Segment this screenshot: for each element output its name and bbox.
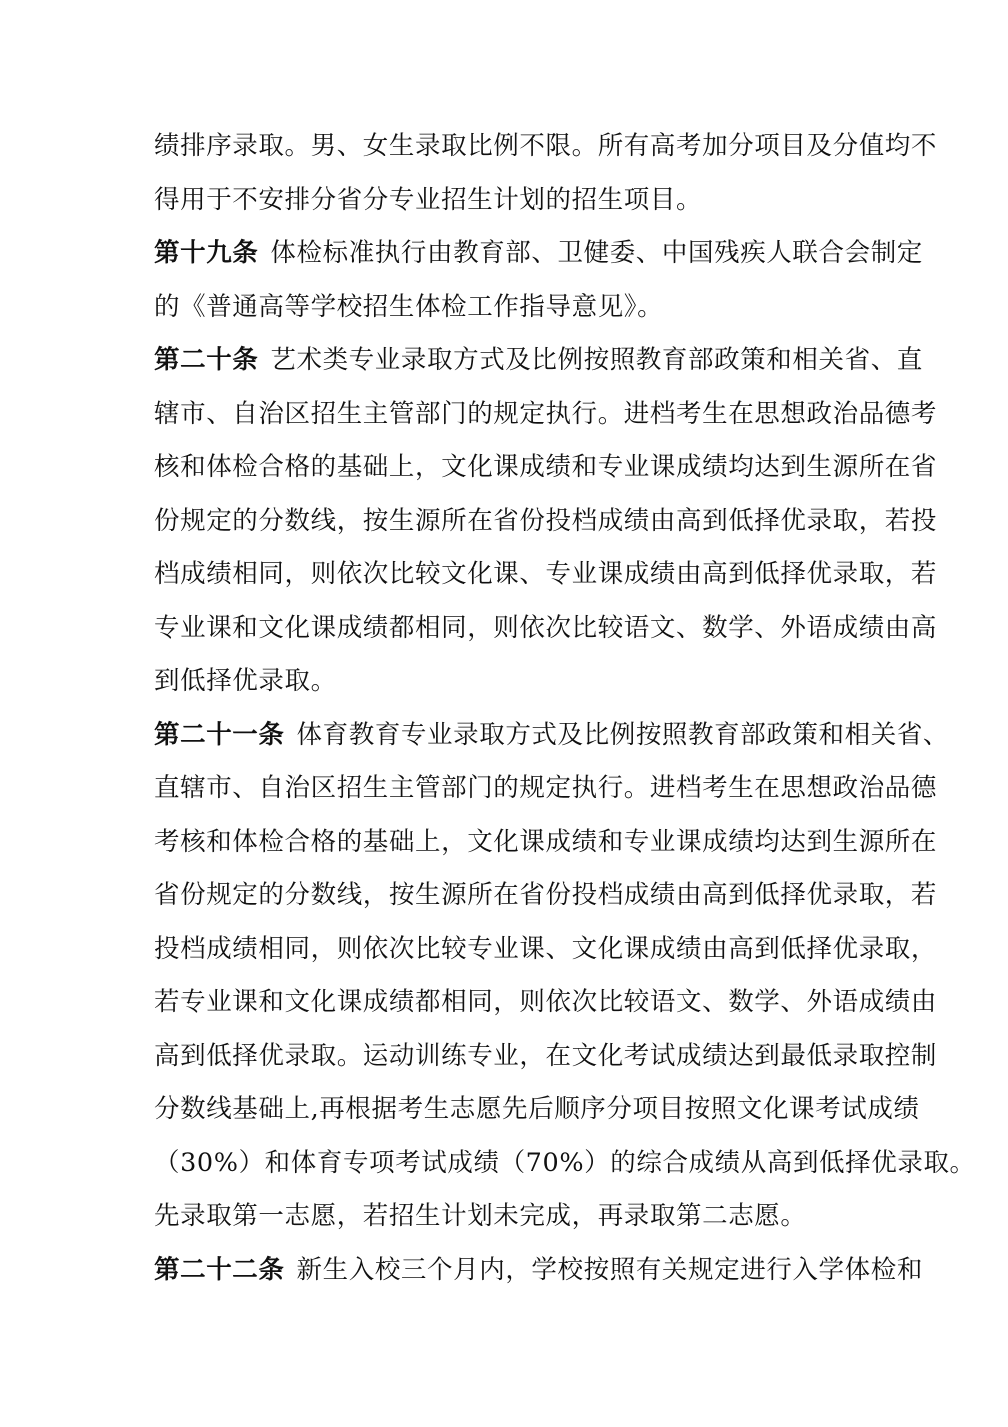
text-line: 若专业课和文化课成绩都相同，则依次比较语文、数学、外语成绩由 bbox=[154, 987, 938, 1017]
article-title: 第二十一条 bbox=[154, 719, 285, 750]
document-page bbox=[154, 120, 976, 1297]
text-segment: 体育教育专业录取方式及比例按照教育部政策和相关省、 bbox=[296, 719, 950, 750]
text-line bbox=[154, 709, 950, 763]
text-line: 投档成绩相同，则依次比较专业课、文化课成绩由高到低择优录取， bbox=[154, 933, 938, 964]
text-line: 高到低择优录取。运动训练专业，在文化考试成绩达到最低录取控制 bbox=[154, 1040, 938, 1071]
text-segment: 体检标准执行由教育部、卫健委、中国残疾人联合会制定 bbox=[270, 238, 923, 268]
text-line: 专业课和文化课成绩都相同，则依次比较语文、数学、外语成绩由高 bbox=[154, 612, 938, 643]
text-line: 到低择优录取。 bbox=[154, 666, 337, 696]
text-line: 份规定的分数线，按生源所在省份投档成绩由高到低择优录取，若投 bbox=[154, 505, 938, 536]
paragraph-article-21 bbox=[154, 709, 976, 1244]
text-line: 考核和体检合格的基础上，文化课成绩和专业课成绩均达到生源所在 bbox=[154, 826, 938, 857]
article-title: 第二十条 bbox=[154, 345, 259, 375]
paragraph-article-20 bbox=[154, 334, 938, 709]
text-line: 绩排序录取。男、女生录取比例不限。所有高考加分项目及分值均不 bbox=[154, 131, 938, 161]
paragraph-article-22 bbox=[154, 1244, 923, 1298]
text-line: （30%）和体育专项考试成绩（70%）的综合成绩从高到低择优录取。 bbox=[154, 1147, 976, 1178]
text-line: 直辖市、自治区招生主管部门的规定执行。进档考生在思想政治品德 bbox=[154, 773, 938, 803]
text-line: 先录取第一志愿，若招生计划未完成，再录取第二志愿。 bbox=[154, 1201, 807, 1231]
text-segment: 新生入校三个月内，学校按照有关规定进行入学体检和 bbox=[296, 1254, 923, 1285]
text-line: 辖市、自治区招生主管部门的规定执行。进档考生在思想政治品德考 bbox=[154, 398, 938, 429]
text-line: 省份规定的分数线，按生源所在省份投档成绩由高到低择优录取，若 bbox=[154, 880, 938, 910]
text-line bbox=[154, 1244, 923, 1298]
article-title: 第二十二条 bbox=[154, 1254, 285, 1285]
text-line bbox=[154, 227, 923, 281]
text-line: 分数线基础上,再根据考生志愿先后顺序分项目按照文化课考试成绩 bbox=[154, 1094, 920, 1124]
paragraph-continuation bbox=[154, 120, 938, 227]
text-segment: 艺术类专业录取方式及比例按照教育部政策和相关省、直 bbox=[270, 345, 923, 375]
text-line: 得用于不安排分省分专业招生计划的招生项目。 bbox=[154, 184, 703, 215]
paragraph-article-19 bbox=[154, 227, 923, 334]
text-line bbox=[154, 334, 923, 388]
text-line: 档成绩相同，则依次比较文化课、专业课成绩由高到低择优录取，若 bbox=[154, 559, 938, 589]
article-title: 第十九条 bbox=[154, 238, 259, 268]
text-line: 核和体检合格的基础上，文化课成绩和专业课成绩均达到生源所在省 bbox=[154, 452, 938, 482]
text-line: 的《普通高等学校招生体检工作指导意见》。 bbox=[154, 291, 664, 322]
